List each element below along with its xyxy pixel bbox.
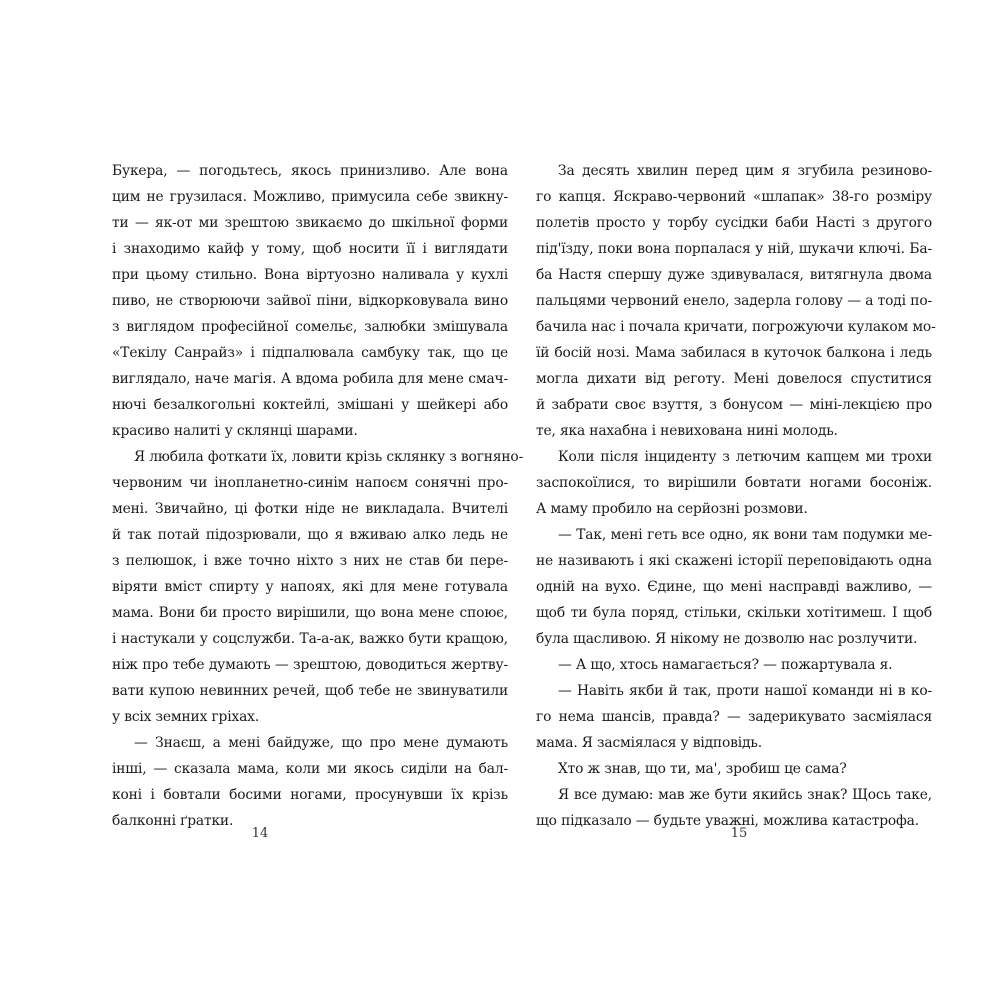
text-line: ба Настя спершу дуже здивувалася, витягнула двома <box>536 267 932 283</box>
text-line: Букера, — погодьтесь, якось принизливо. Але вона <box>112 163 508 179</box>
left-page <box>112 161 524 861</box>
text-line: пальцями червоний енело, задерла голову — а тоді по- <box>536 293 932 309</box>
text-line: Я любила фоткати їх, ловити крізь склянку з вогняно- <box>134 449 524 465</box>
text-line: бачила нас і почала кричати, погрожуючи кулаком мо- <box>536 319 936 335</box>
text-line: — А що, хтось намагається? — пожартувала я. <box>558 657 893 673</box>
text-line: мені. Звичайно, ці фотки ніде не викладала. Вчителі <box>112 501 508 517</box>
text-line: інші, — сказала мама, коли ми якось сиділи на бал- <box>112 761 508 777</box>
text-line: красиво налиті у склянці шарами. <box>112 423 358 439</box>
text-line: і настукали у соцслужби. Та-а-ак, важко бути кращою, <box>112 631 508 647</box>
text-line: щоб ти була поряд, стільки, скільки хотітимеш. І щоб <box>536 605 932 621</box>
text-line: — Навіть якби й так, проти нашої команди ні в ко- <box>558 683 932 699</box>
text-line: що підказало — будьте уважні, можлива катастрофа. <box>536 813 919 829</box>
text-line: вати купою невинних речей, щоб тебе не звинуватили <box>112 683 508 699</box>
text-line: з виглядом професійної сомельє, залюбки змішувала <box>112 319 508 335</box>
text-line: мама. Вони би просто вирішили, що вона мене споює, <box>112 605 508 621</box>
text-line: — Так, мені геть все одно, як вони там подумки ме- <box>558 527 932 543</box>
text-line: цим не грузилася. Можливо, примусила себе звикну- <box>112 189 508 205</box>
text-line: і знаходимо кайф у тому, щоб носити її і виглядати <box>112 241 508 257</box>
text-line: могла дихати від реготу. Мені довелося спуститися <box>536 371 932 387</box>
text-line: те, яка нахабна і невихована нині молодь. <box>536 423 838 439</box>
text-line: й забрати своє взуття, з бонусом — міні-лекцією про <box>536 397 932 413</box>
text-line: го капця. Яскраво-червоний «шлапак» 38-го розміру <box>536 189 932 205</box>
text-line: — Знаєш, а мені байдуже, що про мене думають <box>134 735 508 751</box>
text-line: не називають і які скажені історії переповідають одна <box>536 553 932 569</box>
text-line: Хто ж знав, що ти, ма', зробиш це сама? <box>558 761 847 777</box>
text-line: коні і бовтали босими ногами, просунувши їх крізь <box>112 787 508 803</box>
text-line: їй босій нозі. Мама забилася в куточок балкона і ледь <box>536 345 932 361</box>
text-line: го нема шансів, правда? — задерикувато засміялася <box>536 709 932 725</box>
text-line: балконні ґратки. <box>112 813 234 829</box>
text-line: ніж про тебе думають — зрештою, доводиться жертву- <box>112 657 508 673</box>
text-line: під'їзду, поки вона порпалася у ній, шукачи ключі. Ба- <box>536 241 932 257</box>
page-number-left: 14 <box>251 826 269 841</box>
text-line: А маму пробило на серйозні розмови. <box>536 501 808 517</box>
text-line: пиво, не створюючи зайвої піни, відкорковувала вино <box>112 293 508 309</box>
text-line: червоним чи інопланетно-синім напоєм сонячні про- <box>112 475 508 491</box>
text-line: нючі безалкогольні коктейлі, змішані у шейкері або <box>112 397 508 413</box>
text-line: виглядало, наче магія. А вдома робила для мене смач- <box>112 371 508 387</box>
text-line: За десять хвилин перед цим я згубила резиново- <box>558 163 932 179</box>
text-line: ти — як-от ми зрештою звикаємо до шкільної форми <box>112 215 508 231</box>
text-line: була щасливою. Я нікому не дозволю нас розлучити. <box>536 631 918 647</box>
text-line: при цьому стильно. Вона віртуозно наливала у кухлі <box>112 267 508 283</box>
text-line: віряти вміст спирту у напоях, які для мене готувала <box>112 579 508 595</box>
text-line: заспокоїлися, то вирішили бовтати ногами босоніж. <box>536 475 932 491</box>
text-line: Коли після інциденту з летючим капцем ми трохи <box>558 449 932 465</box>
text-line: одній на вухо. Єдине, що мені насправді важливо, — <box>536 579 932 595</box>
page-number-right: 15 <box>730 826 748 841</box>
text-line: у всіх земних гріхах. <box>112 709 260 725</box>
text-line: Я все думаю: мав же бути якийсь знак? Щось таке, <box>558 787 932 803</box>
text-line: «Текілу Санрайз» і підпалювала самбуку так, що це <box>112 345 508 361</box>
text-line: й так потай підозрювали, що я вживаю алко ледь не <box>112 527 508 543</box>
text-line: з пелюшок, і вже точно ніхто з них не став би пере- <box>112 553 508 569</box>
text-line: мама. Я засміялася у відповідь. <box>536 735 762 751</box>
right-page <box>536 161 936 861</box>
text-line: полетів просто у торбу сусідки баби Насті з другого <box>536 215 932 231</box>
